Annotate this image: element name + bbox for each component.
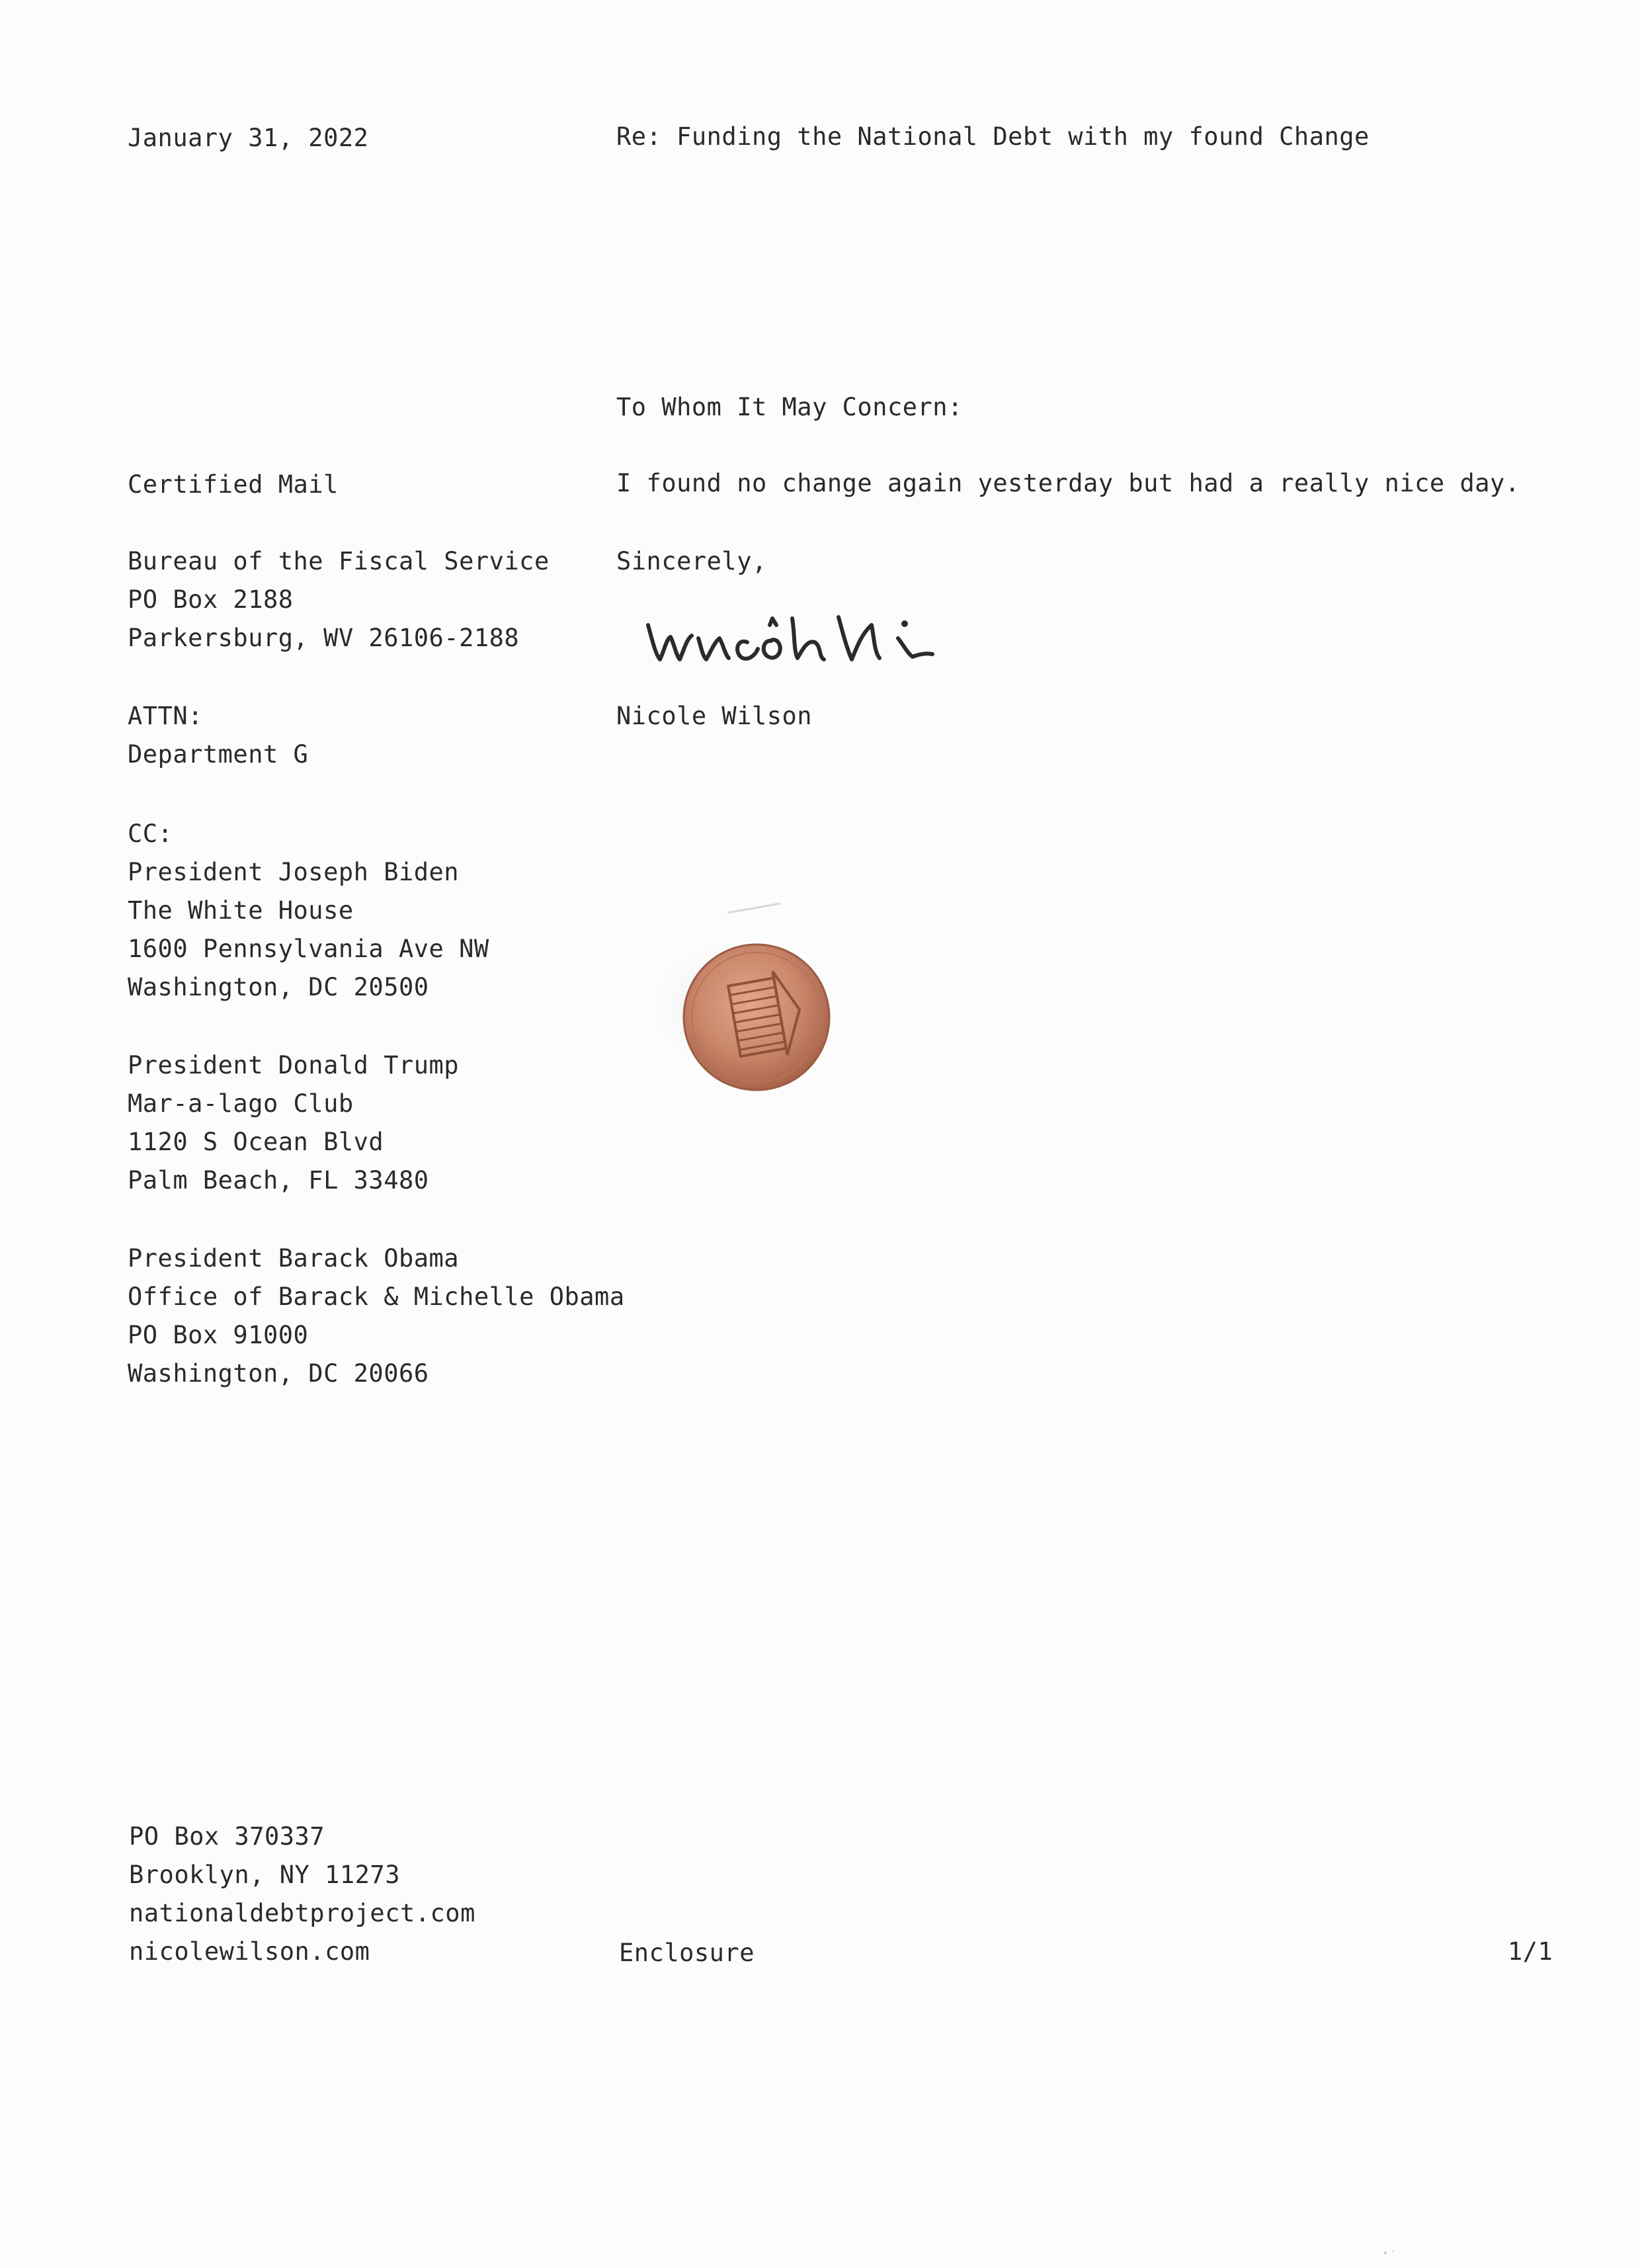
cc-line: 1600 Pennsylvania Ave NW <box>128 935 489 963</box>
address-line: Bureau of the Fiscal Service <box>128 547 550 575</box>
attn-block <box>128 697 308 774</box>
sender-website: nicolewilson.com <box>129 1937 370 1966</box>
enclosure-label: Enclosure <box>619 1939 755 1967</box>
delivery-method: Certified Mail <box>128 470 339 499</box>
attn-value: Department G <box>128 740 309 769</box>
sender-line: Brooklyn, NY 11273 <box>129 1861 400 1889</box>
cc-line: The White House <box>128 896 354 925</box>
letter-body: I found no change again yesterday but had a really nice day. <box>616 469 1520 497</box>
page-number: 1/1 <box>1508 1937 1553 1966</box>
cc-recipient <box>128 1046 459 1200</box>
letter-date: January 31, 2022 <box>128 124 369 152</box>
letter-closing: Sincerely, <box>616 547 767 575</box>
penny-coin-icon <box>635 900 873 1098</box>
letter-salutation: To Whom It May Concern: <box>616 393 963 421</box>
cc-line: President Barack Obama <box>128 1244 460 1273</box>
handwritten-signature <box>641 599 972 678</box>
cc-label: CC: <box>128 819 173 848</box>
cc-line: Washington, DC 20066 <box>128 1359 429 1388</box>
recipient-address <box>128 542 550 657</box>
cc-line: President Joseph Biden <box>128 858 460 886</box>
cc-line: PO Box 91000 <box>128 1321 309 1349</box>
address-line: Parkersburg, WV 26106-2188 <box>128 624 520 652</box>
cc-recipient <box>128 1239 625 1393</box>
cc-line: President Donald Trump <box>128 1051 460 1079</box>
address-line: PO Box 2188 <box>128 585 294 614</box>
sender-website: nationaldebtproject.com <box>129 1899 475 1927</box>
sender-address <box>129 1818 475 1971</box>
cc-line: Office of Barack & Michelle Obama <box>128 1282 625 1311</box>
cc-line: Palm Beach, FL 33480 <box>128 1166 429 1195</box>
signer-name: Nicole Wilson <box>616 702 813 730</box>
attn-label: ATTN: <box>128 702 203 730</box>
cc-line: Washington, DC 20500 <box>128 973 429 1001</box>
cc-block <box>128 815 489 1007</box>
cc-line: 1120 S Ocean Blvd <box>128 1128 384 1156</box>
cc-line: Mar-a-lago Club <box>128 1089 354 1118</box>
letter-subject: Re: Funding the National Debt with my found Change <box>616 122 1370 151</box>
sender-line: PO Box 370337 <box>129 1822 325 1851</box>
scan-artifact <box>1379 2246 1405 2252</box>
